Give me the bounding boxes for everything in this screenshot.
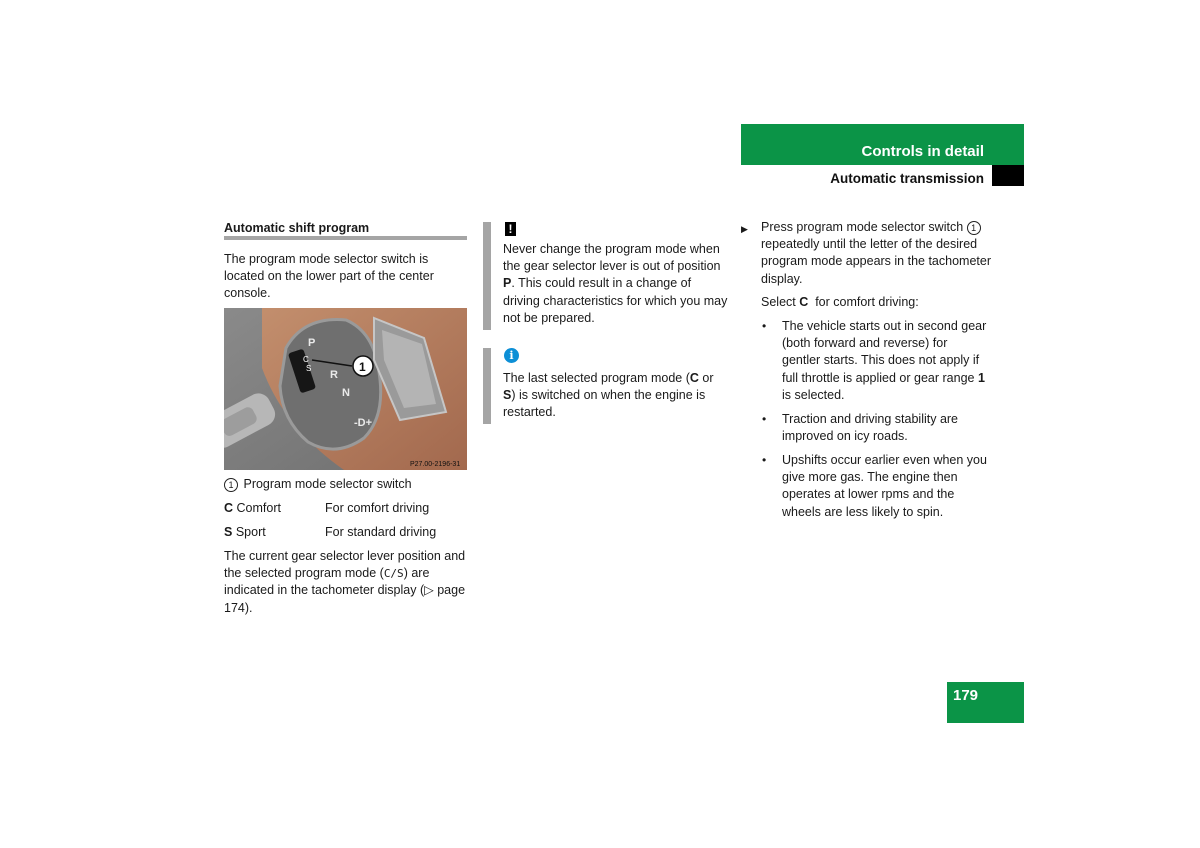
info-bar	[483, 348, 491, 424]
section-title: Controls in detail	[861, 143, 984, 160]
bullet-item: Traction and driving stability are improved on icy roads.	[782, 412, 959, 444]
mode-name: Comfort	[236, 501, 281, 515]
bullet-item	[782, 318, 988, 404]
warning-position: P	[503, 276, 512, 291]
warning-part-b: . This could result in a change of driving characteristics for which you may not be prepared.	[503, 276, 728, 325]
warning-icon: !	[505, 222, 516, 236]
figure-caption	[224, 476, 468, 493]
figure-gate-p: P	[308, 337, 316, 349]
mode-letter: C	[224, 501, 234, 515]
figure-switch-c: C	[303, 355, 309, 364]
step-part-a: Press program mode selector switch	[761, 220, 967, 234]
select-mode: C	[799, 295, 809, 309]
select-part-a: Select	[761, 295, 800, 309]
info-mode-c: C	[689, 371, 699, 385]
figure-switch-s: S	[306, 364, 312, 373]
heading-rule	[224, 236, 467, 240]
mode-name: Sport	[235, 525, 266, 539]
para2-mode: C/S	[383, 567, 404, 581]
select-comfort-line	[761, 294, 991, 311]
para2-part-a: The current gear selector lever position and the selected program mode (	[224, 549, 466, 581]
warning-bar	[483, 222, 491, 330]
figure-callout: 1	[359, 360, 366, 374]
select-part-b: for comfort driving:	[808, 295, 919, 309]
gear-selector-photo	[224, 308, 467, 470]
step-instruction	[761, 219, 991, 288]
para2-part-b: ) are indicated in the tachometer display (	[224, 566, 430, 598]
bullet-icon: •	[762, 412, 767, 426]
bullet-item: Upshifts occur earlier even when you give more gas. The engine then operates at lower rpms and the wheels are less likely to spin.	[782, 453, 987, 519]
mode-desc: For comfort driving	[325, 501, 430, 515]
mode-letter: S	[224, 525, 233, 539]
warning-part-a: Never change the program mode when the gear selector lever is out of position	[503, 242, 721, 274]
caption-text: Program mode selector switch	[243, 477, 412, 491]
bullet-icon: •	[762, 453, 767, 467]
bullet1-part-b: is selected.	[782, 387, 845, 402]
intro-paragraph: The program mode selector switch is located on the lower part of the center console.	[224, 252, 434, 301]
callout-number: 1	[967, 221, 981, 235]
mode-desc: For standard driving	[325, 525, 437, 539]
info-or: or	[698, 371, 714, 385]
gear-range: 1	[977, 370, 985, 385]
info-mode-s: S	[503, 388, 512, 403]
figure-gate-d: -D+	[354, 417, 373, 429]
figure-ref: P27.00-2196-31	[410, 461, 461, 468]
step-arrow-icon: ▶	[741, 224, 748, 234]
bullet-icon: •	[762, 319, 767, 333]
warning-text	[503, 241, 729, 327]
info-text	[503, 370, 729, 422]
display-paragraph	[224, 548, 468, 617]
step-part-b: repeatedly until the letter of the desired program mode appears in the tachometer display.	[761, 237, 991, 286]
info-icon: i	[504, 348, 519, 363]
figure-gate-r: R	[330, 369, 338, 381]
info-part-b: ) is switched on when the engine is restarted.	[503, 388, 706, 420]
info-part-a: The last selected program mode (	[503, 371, 690, 385]
section-heading: Automatic shift program	[224, 221, 370, 235]
figure-gate-n: N	[342, 387, 350, 399]
header-marker	[992, 165, 1024, 186]
page-number: 179	[953, 687, 979, 704]
page-ref-link[interactable]: page 174).	[224, 583, 466, 615]
callout-number: 1	[224, 478, 238, 492]
bullet1-part-a: The vehicle starts out in second gear (both forward and reverse) for gentler starts. This does not apply if full throttle is applied or gear range	[782, 319, 987, 385]
subsection-title: Automatic transmission	[830, 171, 984, 186]
page-ref-arrow-icon: ▷	[424, 583, 434, 598]
